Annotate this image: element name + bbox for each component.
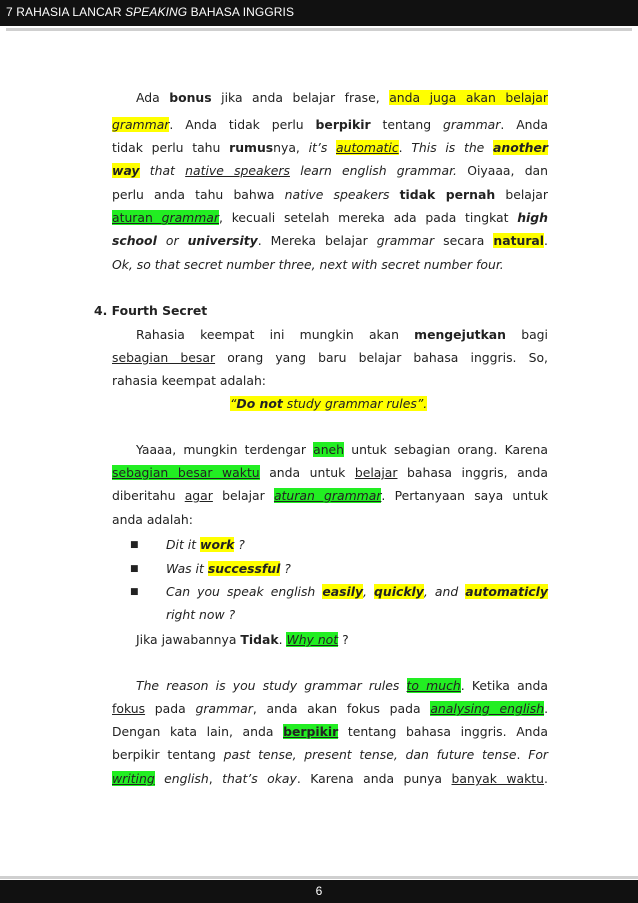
paragraph-line: perlu anda tahu bahwa native speakers tidak pernah belajar — [112, 187, 548, 202]
paragraph-line: fokus pada grammar, anda akan fokus pada analysing english. — [112, 701, 549, 716]
footer-divider — [0, 876, 638, 879]
key-quote: “Do not study grammar rules”. — [230, 396, 428, 411]
paragraph-line: berpikir tentang past tense, present tense, dan future tense. For — [112, 747, 548, 762]
paragraph-line: grammar. Anda tidak perlu berpikir tentang grammar. Anda — [112, 117, 548, 132]
list-item-continuation: right now ? — [166, 607, 236, 622]
list-item: Was it successful ? — [166, 561, 291, 576]
paragraph-line: sebagian besar waktu anda untuk belajar bahasa inggris, anda — [112, 465, 548, 480]
paragraph-line: anda adalah: — [112, 512, 193, 527]
header-divider — [6, 28, 632, 31]
bullet-square-icon: ■ — [130, 587, 139, 597]
paragraph-line: Yaaaa, mungkin terdengar aneh untuk sebagian orang. Karena — [136, 442, 548, 457]
paragraph-line: tidak perlu tahu rumusnya, it’s automatic. This is the another — [112, 140, 548, 155]
paragraph-line: writing english, that’s okay. Karena anda punya banyak waktu. — [112, 771, 548, 786]
bullet-square-icon: ■ — [130, 540, 139, 550]
header-bar — [0, 0, 638, 26]
bullet-square-icon: ■ — [130, 564, 139, 574]
page-number: 6 — [315, 884, 323, 898]
paragraph-line: Dengan kata lain, anda berpikir tentang bahasa inggris. Anda — [112, 724, 548, 739]
list-item: Dit it work ? — [166, 537, 245, 552]
paragraph-line: way that native speakers learn english grammar. Oiyaaa, dan — [112, 163, 549, 178]
paragraph-line: rahasia keempat adalah: — [112, 373, 266, 388]
paragraph-line: aturan grammar, kecuali setelah mereka ada pada tingkat high — [112, 210, 548, 225]
document-title: 7 RAHASIA LANCAR SPEAKING BAHASA INGGRIS — [6, 5, 295, 19]
paragraph-line: The reason is you study grammar rules to much. Ketika anda — [136, 678, 548, 693]
paragraph-line: Ada bonus jika anda belajar frase, anda juga akan belajar — [136, 90, 548, 105]
section-heading: 4. Fourth Secret — [94, 303, 208, 318]
paragraph-line: Jika jawabannya Tidak. Why not ? — [136, 632, 349, 647]
list-item: Can you speak english easily, quickly, and automaticly — [166, 584, 548, 599]
paragraph-line: Ok, so that secret number three, next with secret number four. — [112, 257, 504, 272]
paragraph-line: school or university. Mereka belajar grammar secara natural. — [112, 233, 548, 248]
paragraph-line: sebagian besar orang yang baru belajar bahasa inggris. So, — [112, 350, 548, 365]
paragraph-line: Rahasia keempat ini mungkin akan mengejutkan bagi — [136, 327, 548, 342]
paragraph-line: diberitahu agar belajar aturan grammar. Pertanyaan saya untuk — [112, 488, 549, 503]
